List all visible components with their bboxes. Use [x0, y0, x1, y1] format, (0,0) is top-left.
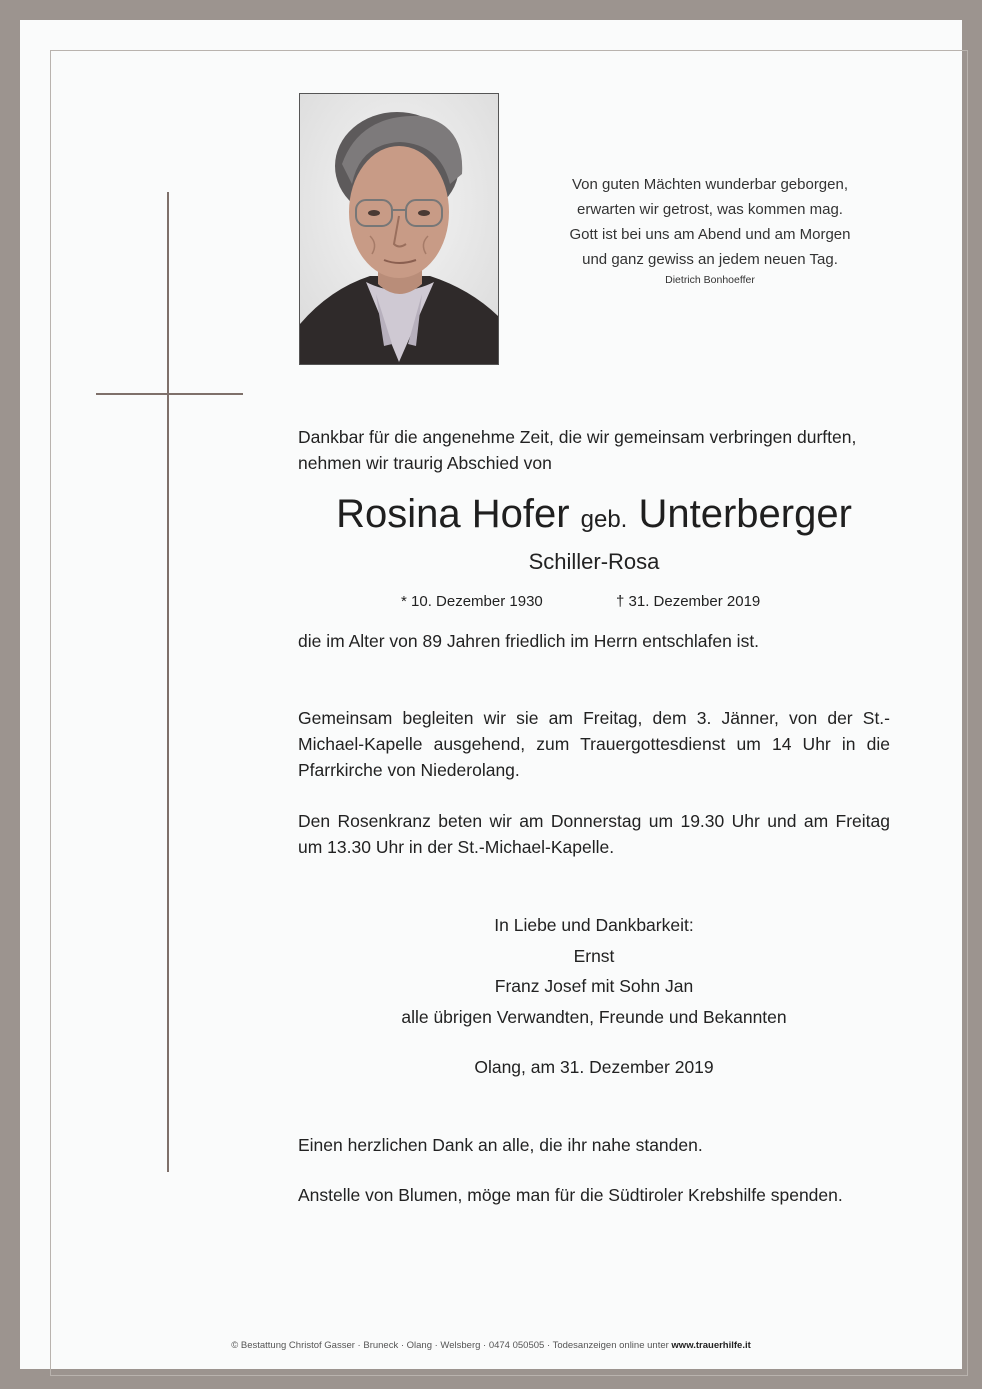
quote-block	[520, 172, 900, 288]
quote-line: Von guten Mächten wunderbar geborgen,	[571, 176, 849, 193]
rosary-text: Den Rosenkranz beten wir am Donnerstag um 19.30 Uhr und am Freitag um 13.30 Uhr in der St.-Michael-Kapelle.	[298, 811, 890, 857]
footer	[0, 1340, 982, 1351]
death-date: † 31. Dezember 2019	[616, 593, 761, 610]
quote-line: Gott ist bei uns am Abend und am Morgen	[569, 226, 851, 243]
thanks-text: Einen herzlichen Dank an alle, die ihr nahe standen.	[298, 1135, 703, 1155]
mourners-heading: In Liebe und Dankbarkeit:	[494, 915, 694, 935]
quote-author: Dietrich Bonhoeffer	[665, 274, 755, 286]
place-date: Olang, am 31. Dezember 2019	[474, 1057, 714, 1077]
portrait-illustration	[300, 94, 498, 364]
mourners-block	[298, 910, 890, 1032]
mourner-name: Ernst	[573, 945, 615, 966]
maiden-name: Unterberger	[638, 492, 852, 536]
funeral-text: Gemeinsam begleiten wir sie am Freitag, dem 3. Jänner, von der St.-Michael-Kapelle ausgehend, zum Trauergottesdienst um 14 Uhr in die Pfarrkirche von Niederolang.	[298, 708, 890, 780]
geb-label: geb.	[580, 506, 628, 533]
nickname: Schiller-Rosa	[528, 549, 660, 574]
intro-text: Dankbar für die angenehme Zeit, die wir gemeinsam verbringen durften, nehmen wir traurig Abschied von	[298, 427, 857, 473]
footer-text: © Bestattung Christof Gasser · Bruneck · Olang · Welsberg · 0474 050505 · Todesanzeigen online unter	[231, 1340, 669, 1351]
mourner-name: Franz Josef mit Sohn Jan	[494, 976, 694, 996]
cross-icon-vertical	[167, 192, 169, 1172]
age-text: die im Alter von 89 Jahren friedlich im Herrn entschlafen ist.	[298, 631, 760, 651]
mourner-name: alle übrigen Verwandten, Freunde und Bekannten	[401, 1006, 787, 1027]
cross-icon-horizontal	[96, 393, 243, 395]
donation-text: Anstelle von Blumen, möge man für die Südtiroler Krebshilfe spenden.	[298, 1185, 843, 1205]
deceased-full-name: Rosina Hofer	[336, 492, 570, 536]
birth-date: * 10. Dezember 1930	[401, 593, 543, 610]
portrait-photo	[299, 93, 499, 365]
footer-link[interactable]: www.trauerhilfe.it	[671, 1340, 751, 1351]
deceased-name	[298, 488, 890, 546]
quote-line: und ganz gewiss an jedem neuen Tag.	[582, 251, 838, 268]
quote-line: erwarten wir getrost, was kommen mag.	[577, 201, 843, 218]
